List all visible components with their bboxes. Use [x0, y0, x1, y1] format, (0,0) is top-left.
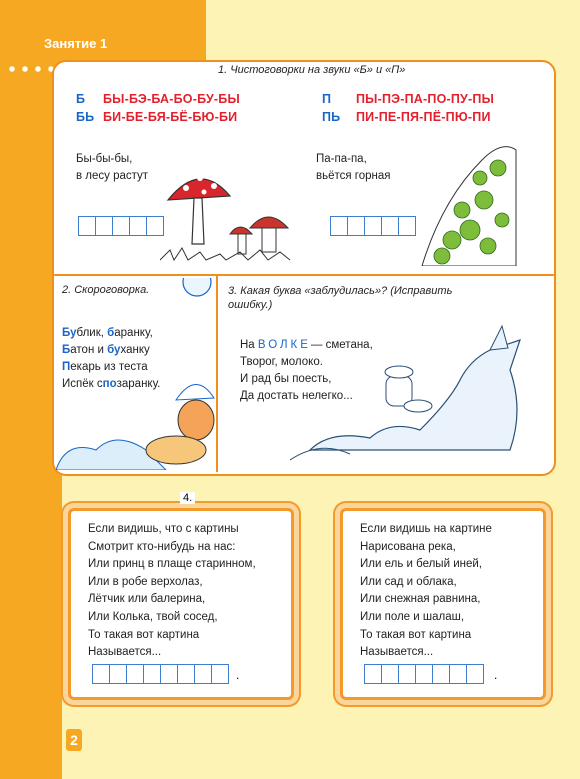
task1-title: 1. Чистоговорки на звуки «Б» и «П»	[218, 64, 406, 76]
left-rhyme-line1: Бы-бы-бы,	[76, 153, 133, 165]
page-number: 2	[66, 729, 82, 751]
right-rhyme-line1: Па-па-па,	[316, 153, 367, 165]
wolf-illustration	[290, 320, 530, 468]
task3-title: 3. Какая буква «заблудилась»? (Исправить ошибку.)	[228, 285, 453, 311]
answer-boxes-landscape[interactable]	[364, 664, 484, 684]
wolf-poem-line1: На ВОЛКЕ— сметана,	[240, 339, 373, 351]
task4-number: 4.	[180, 492, 195, 504]
wolf-poem-line2: Творог, молоко.	[240, 356, 323, 368]
syllables-bs: БИ-БЕ-БЯ-БЁ-БЮ-БИ	[103, 110, 238, 124]
baker-illustration	[56, 350, 216, 470]
answer-boxes-mushrooms[interactable]	[78, 216, 164, 236]
poem-left: Если видишь, что с картины Смотрит кто-нибудь на нас: Или принц в плаще старинном, Или в робе верхолаз, Лётчик или балерина, Или Колька, твой сосед, То такая вот картина Называется...	[88, 523, 256, 659]
answer-boxes-river[interactable]	[330, 216, 416, 236]
clock-icon	[180, 278, 214, 300]
panel-divider-v	[216, 274, 218, 472]
syllables-b: БЫ-БЭ-БА-БО-БУ-БЫ	[103, 92, 240, 106]
letter-b: Б	[76, 92, 86, 106]
syllables-p: ПЫ-ПЭ-ПА-ПО-ПУ-ПЫ	[356, 92, 495, 106]
letter-p: П	[322, 92, 332, 106]
tongue-twister-line2: Батон и буханку	[62, 344, 150, 356]
wolf-poem-line4: Да достать нелегко...	[240, 390, 353, 402]
period-right: .	[494, 668, 498, 682]
tongue-twister-line4: Испёк спозаранку.	[62, 378, 161, 390]
tongue-twister-line3: Пекарь из теста	[62, 361, 148, 373]
tongue-twister-line1: Бублик, баранку,	[62, 327, 153, 339]
syllables-ps: ПИ-ПЕ-ПЯ-ПЁ-ПЮ-ПИ	[356, 110, 491, 124]
left-rhyme-line2: в лесу растут	[76, 170, 149, 182]
mushrooms-illustration	[160, 160, 300, 264]
answer-boxes-portrait[interactable]	[92, 664, 229, 684]
wolf-poem-line3: И рад бы поесть,	[240, 373, 332, 385]
period-left: .	[236, 668, 240, 682]
letter-bs: БЬ	[76, 110, 95, 124]
mountain-illustration	[412, 140, 520, 266]
panel-divider-h	[54, 274, 554, 276]
poem-right: Если видишь на картине Нарисована река, Или ель и белый иней, Или сад и облака, Или снежная равнина, Или поле и шалаш, То такая вот картина Называется...	[360, 523, 492, 659]
letter-ps: ПЬ	[322, 110, 341, 124]
task2-title: 2. Скороговорка.	[62, 284, 150, 296]
lesson-title: Занятие 1	[44, 36, 108, 51]
right-rhyme-line2: вьётся горная	[316, 170, 391, 182]
